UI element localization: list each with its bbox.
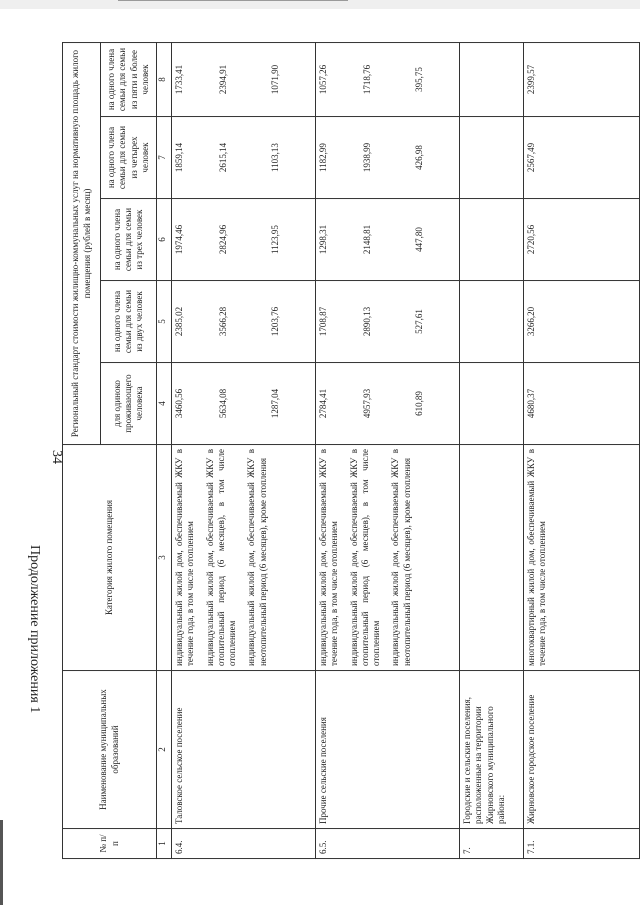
housing-category: индивидуальный жилой дом, обеспечиваемый ЖКУ в течение года, в том числе отоплением — [318, 449, 340, 667]
value-cell: 4680,37 — [524, 363, 640, 445]
municipality-name: Городские и сельские поселения, расположенные на территории Жирновского муниципального района: — [460, 671, 524, 829]
value-cell: 2784,41 4957,93 610,89 — [316, 363, 460, 445]
table-row — [316, 43, 460, 859]
row-number: 6.4. — [172, 829, 316, 859]
column-number: 5 — [157, 281, 172, 363]
subheader-5: на одного члена семьи для семьи из пяти и более человек — [101, 43, 157, 117]
row-number: 7.1. — [524, 829, 640, 859]
housing-category: индивидуальный жилой дом, обеспечиваемый ЖКУ в неотопительный период (6 месяцев), кроме отопления — [246, 449, 268, 667]
municipality-name: Жирновское городское поселение — [524, 671, 640, 829]
housing-category: индивидуальный жилой дом, обеспечиваемый ЖКУ в течение года, в том числе отоплением — [174, 449, 196, 667]
column-number: 3 — [157, 445, 172, 671]
value-cell: 1708,87 2890,13 527,61 — [316, 281, 460, 363]
column-number: 8 — [157, 43, 172, 117]
housing-category: индивидуальный жилой дом, обеспечиваемый ЖКУ в отопительный период (6 месяцев), в том числе отоплением — [204, 449, 237, 667]
value-cell: 2720,56 — [524, 199, 640, 281]
table-header-row — [63, 43, 101, 859]
header-standard: Региональный стандарт стоимости жилищно-коммунальных услуг на нормативную площадь жилого помещения (рублей в месяц) — [63, 43, 101, 445]
column-number: 7 — [157, 117, 172, 199]
row-number: 7. — [460, 829, 524, 859]
table-row — [172, 43, 316, 859]
subheader-2: на одного члена семьи для семьи из двух человек — [101, 281, 157, 363]
subheader-4: на одного члена семьи для семьи из четырех человек — [101, 117, 157, 199]
page-number: 34 — [49, 450, 64, 464]
housing-cost-table — [62, 42, 640, 859]
table-row — [524, 43, 640, 859]
value-cell: 1733,41 2394,91 1071,90 — [172, 43, 316, 117]
header-no: № п/п — [63, 829, 157, 859]
column-number-row — [157, 43, 172, 859]
value-cell: 1057,26 1718,76 395,75 — [316, 43, 460, 117]
housing-category: индивидуальный жилой дом, обеспечиваемый ЖКУ в неотопительный период (6 месяцев), кроме отопления — [390, 449, 412, 667]
subheader-3: на одного члена семьи для семьи из трех человек — [101, 199, 157, 281]
value-cell: 1974,46 2824,96 1123,95 — [172, 199, 316, 281]
value-cell: 1182,99 1938,99 426,98 — [316, 117, 460, 199]
header-name: Наименование муниципальных образований — [63, 671, 157, 829]
row-number: 6.5. — [316, 829, 460, 859]
value-cell: 3266,20 — [524, 281, 640, 363]
header-category: Категория жилого помещения — [63, 445, 157, 671]
value-cell: 2567,49 — [524, 117, 640, 199]
housing-category: индивидуальный жилой дом, обеспечиваемый ЖКУ в отопительный период (6 месяцев), в том числе отоплением — [348, 449, 381, 667]
housing-category-cell — [316, 445, 460, 671]
value-cell: 1298,31 2148,81 447,80 — [316, 199, 460, 281]
value-cell: 2385,02 3566,28 1203,76 — [172, 281, 316, 363]
value-cell: 3460,56 5634,08 1287,04 — [172, 363, 316, 445]
municipality-name: Таловское сельское поселение — [172, 671, 316, 829]
housing-category: многоквартирный жилой дом, обеспечиваемый ЖКУ в течение года, в том числе отоплением — [524, 445, 640, 671]
column-number: 1 — [157, 829, 172, 859]
municipality-name: Прочие сельские поселения — [316, 671, 460, 829]
subheader-1: для одиноко проживающего человека — [101, 363, 157, 445]
housing-category-cell — [172, 445, 316, 671]
value-cell: 2399,57 — [524, 43, 640, 117]
column-number: 2 — [157, 671, 172, 829]
appendix-label: Продолжение приложения 1 — [27, 545, 42, 714]
table-row — [460, 43, 524, 859]
column-number: 6 — [157, 199, 172, 281]
column-number: 4 — [157, 363, 172, 445]
value-cell: 1859,14 2615,14 1103,13 — [172, 117, 316, 199]
